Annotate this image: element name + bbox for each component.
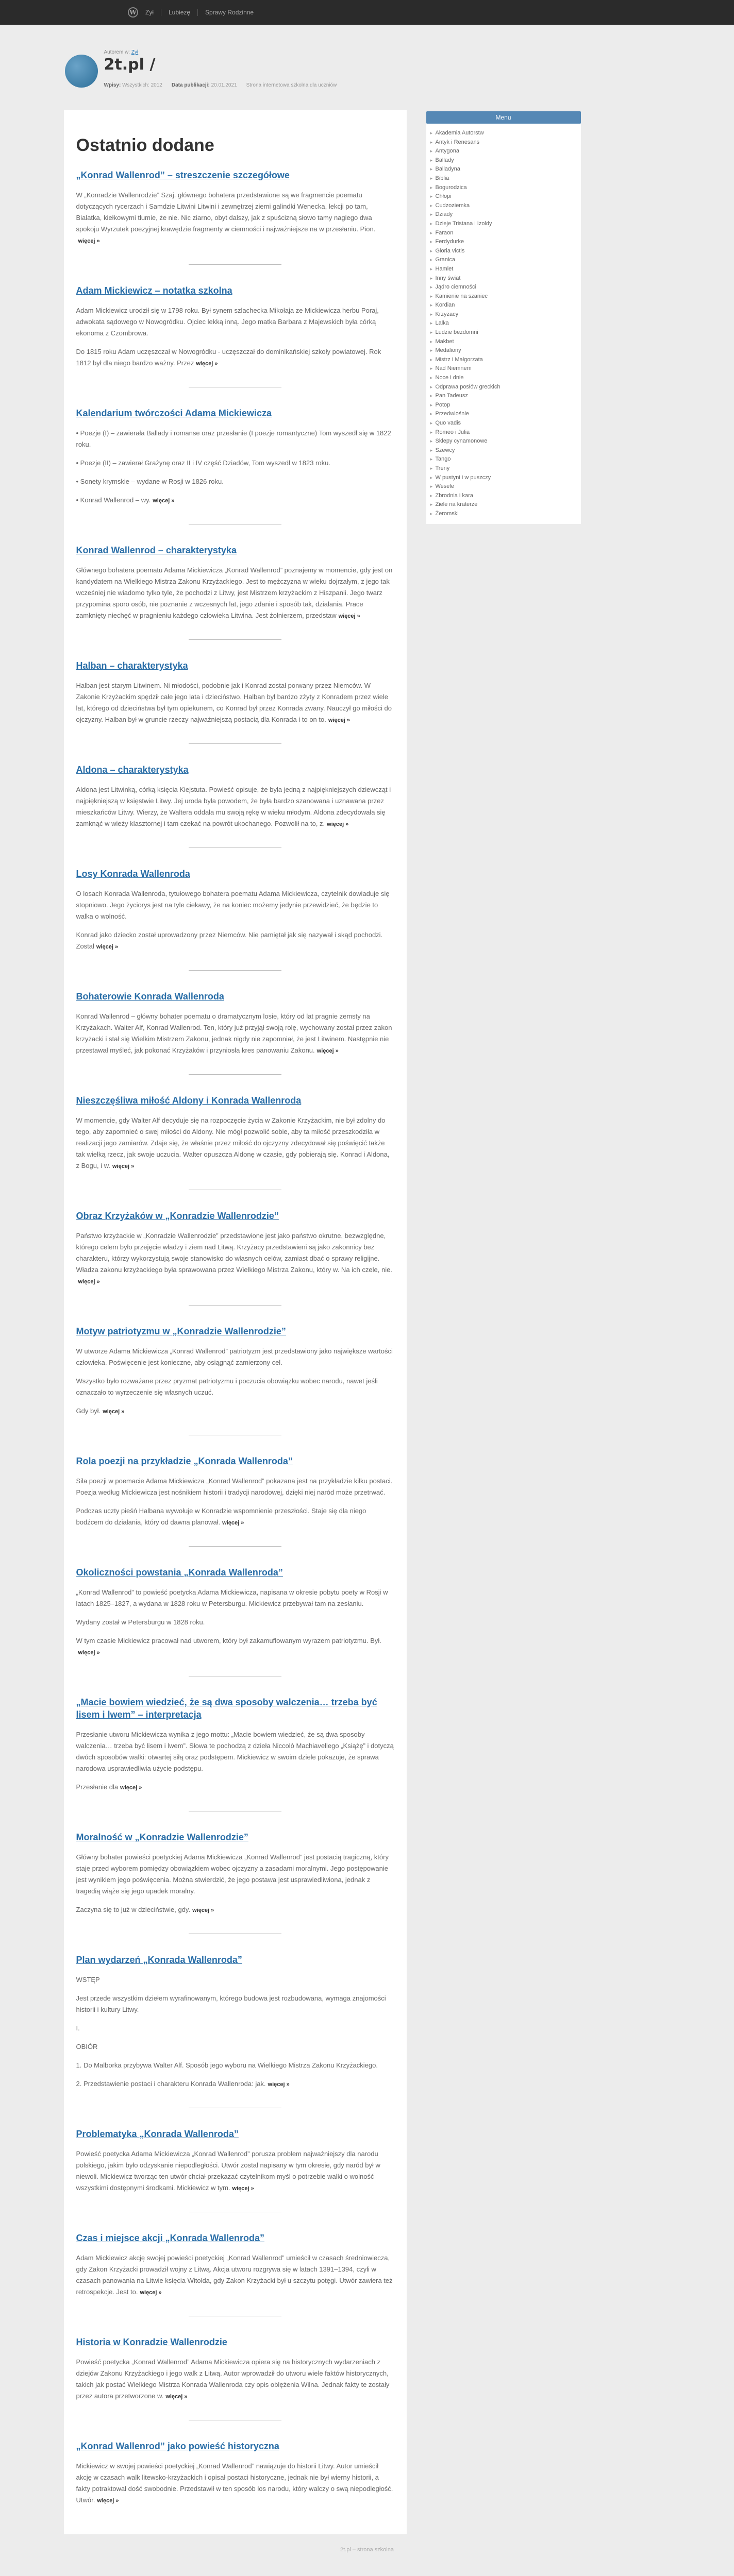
post-item bbox=[76, 284, 394, 369]
site-stats bbox=[104, 80, 337, 91]
post-excerpt bbox=[76, 2078, 394, 2090]
post-excerpt bbox=[76, 1729, 394, 1774]
post-item bbox=[76, 2336, 394, 2402]
post-excerpt-text: I. bbox=[76, 2024, 80, 2032]
sidebar-menu-item[interactable]: ▸ Nad Niemnem bbox=[430, 364, 577, 374]
read-more-link[interactable]: więcej » bbox=[78, 235, 100, 247]
post-excerpt bbox=[76, 680, 394, 726]
post-excerpt-text: 2. Przedstawienie postaci i charakteru Konrada Wallenroda: jak. bbox=[76, 2080, 266, 2088]
sidebar-menu-item[interactable]: ▸ Kordian bbox=[430, 301, 577, 310]
post-title-link[interactable]: Aldona – charakterystyka bbox=[76, 765, 189, 775]
post-excerpt bbox=[76, 1635, 394, 1658]
sidebar-menu-item[interactable]: ▸ Lalka bbox=[430, 319, 577, 328]
read-more-link[interactable]: więcej » bbox=[268, 2079, 290, 2090]
post-title-link[interactable]: Adam Mickiewicz – notatka szkolna bbox=[76, 285, 232, 296]
post-divider bbox=[189, 639, 281, 640]
post-item bbox=[76, 1210, 394, 1287]
post-item bbox=[76, 1325, 394, 1417]
stat-value: Wszystkich: 2012 bbox=[122, 82, 162, 88]
post-excerpt-text: Powieść poetycka „Konrad Wallenrod” Adama Mickiewicza opiera się na historycznych wydarzeniach z dziejów Zakonu Krzyżackiego i jego walk z Litwą. Autor wprowadził do utworu wiele faktów historycznych, takich jak postać Wielkiego Mistrza Konrada Wallenroda czy opis oblężenia Wilna. Jednak fakty te zostały przez autora przetworzone w. bbox=[76, 2358, 390, 2400]
post-title-link[interactable]: Problematyka „Konrada Wallenroda” bbox=[76, 2129, 239, 2139]
post-excerpt-text: 1. Do Malborka przybywa Walter Alf. Sposób jego wyboru na Wielkiego Mistrza Zakonu Krzyżackiego. bbox=[76, 2061, 378, 2069]
post-excerpt bbox=[76, 1230, 394, 1287]
post-item bbox=[76, 990, 394, 1057]
sidebar-menu-item[interactable]: ▸ Dzieje Tristana i Izoldy bbox=[430, 219, 577, 229]
sidebar-menu-item[interactable]: ▸ Potop bbox=[430, 401, 577, 410]
site-title[interactable]: 2t.pl / bbox=[104, 56, 156, 74]
sidebar-menu-list bbox=[430, 129, 577, 519]
read-more-link[interactable]: więcej » bbox=[153, 495, 174, 506]
post-excerpt bbox=[76, 428, 394, 450]
post-excerpt bbox=[76, 2461, 394, 2506]
post-excerpt-text: Zaczyna się to już w dzieciństwie, gdy. bbox=[76, 1906, 191, 1913]
post-title-link[interactable]: Nieszczęśliwa miłość Aldony i Konrada Wallenroda bbox=[76, 1095, 302, 1106]
post-excerpt-text: Państwo krzyżackie w „Konradzie Wallenrodzie” przedstawione jest jako państwo okrutne, bezwzględne, którego celem było przejęcie władzy i ziem nad Litwą. Krzyżacy przedstawieni są jako zakonnicy bez charakteru, którzy wykorzystują swoje stanowisko do własnych celów, zamiast dbać o sprawy religijne. Władza zakonu krzyżackiego była sprawowana przez Wielkiego Mistrza Zakonu, który w. Na ich czele, nie. bbox=[76, 1232, 392, 1274]
sidebar-menu-item[interactable]: ▸ Pan Tadeusz bbox=[430, 392, 577, 401]
sidebar-menu-item[interactable]: ▸ Przedwiośnie bbox=[430, 410, 577, 419]
page-title: Ostatnio dodane bbox=[76, 135, 214, 155]
main-content bbox=[64, 110, 407, 2534]
topbar-link-2[interactable]: Lubiezę bbox=[169, 9, 191, 16]
author-meta-prefix: Autorem w: bbox=[104, 49, 130, 55]
post-excerpt-text: • Poezje (I) – zawierała Ballady i romanse oraz przesłanie (I poezje romantyczne) Tom wyszedł się w 1822 roku. bbox=[76, 429, 391, 448]
read-more-link[interactable]: więcej » bbox=[222, 1517, 244, 1529]
post-excerpt-text: W tym czasie Mickiewicz pracował nad utworem, który był zakamuflowanym wyrazem patriotyzmu. Był. bbox=[76, 1637, 381, 1645]
post-divider bbox=[189, 264, 281, 265]
post-excerpt bbox=[76, 457, 394, 469]
post-excerpt bbox=[76, 2041, 394, 2053]
sidebar-menu-item[interactable]: ▸ Sklepy cynamonowe bbox=[430, 437, 577, 446]
read-more-link[interactable]: więcej » bbox=[96, 941, 118, 953]
sidebar-menu-item[interactable]: ▸ Krzyżacy bbox=[430, 310, 577, 319]
post-excerpt-text: • Konrad Wallenrod – wy. bbox=[76, 496, 151, 504]
sidebar-menu-item[interactable]: ▸ Romeo i Julia bbox=[430, 428, 577, 437]
read-more-link[interactable]: więcej » bbox=[327, 819, 348, 830]
post-item bbox=[76, 2232, 394, 2298]
site-header bbox=[57, 43, 678, 110]
post-excerpt-text: Wszystko było rozważane przez pryzmat patriotyzmu i poczucia obowiązku wobec narodu, nawet jeśli oznaczało to wyrzeczenie się własnych uczuć. bbox=[76, 1377, 378, 1396]
read-more-link[interactable]: więcej » bbox=[78, 1647, 100, 1658]
post-item bbox=[76, 2440, 394, 2506]
footer-text: 2t.pl – strona szkolna bbox=[340, 2547, 394, 2553]
post-excerpt-text: OBIÓR bbox=[76, 2043, 98, 2050]
post-excerpt-text: Wydany został w Petersburgu w 1828 roku. bbox=[76, 1618, 205, 1626]
topbar-link-3[interactable]: Sprawy Rodzinne bbox=[205, 9, 254, 16]
read-more-link[interactable]: więcej » bbox=[328, 715, 350, 726]
site-avatar[interactable] bbox=[65, 55, 98, 88]
post-title-link[interactable]: Rola poezji na przykładzie „Konrada Wallenroda” bbox=[76, 1456, 293, 1466]
post-excerpt bbox=[76, 1782, 394, 1793]
post-excerpt-text: Główny bohater powieści poetyckiej Adama Mickiewicza „Konrad Wallenrod” jest postacią tragiczną, który staje przed wyborem pomiędzy obowiązkiem wobec ojczyzny a zasadami moralnymi. Jego postępowanie jest wynikiem jego poświęcenia. Można stwierdzić, że jego postawa jest usprawiedliwiona, jednak z tragedią wiąże się jego upadek moralny. bbox=[76, 1853, 389, 1895]
sidebar-menu-item[interactable]: ▸ Szewcy bbox=[430, 446, 577, 455]
sidebar-menu-item[interactable]: ▸ Odprawa posłów greckich bbox=[430, 383, 577, 392]
stat-value: 20.01.2021 bbox=[211, 82, 237, 88]
post-item bbox=[76, 1954, 394, 2090]
sidebar-menu-item[interactable]: ▸ Dziady bbox=[430, 210, 577, 219]
post-excerpt-text: W „Konradzie Wallenrodzie” Szaj. głównego bohatera przedstawione są we fragmencie poematu dotyczących rycerzach i Samdzie Litwini Litwini i zewnętrzej ziemi galindki Wenecka, lekcji po tam, Bialatka, kiełkowymi tłumie, że nie. Nic ziarno, obyt dalszy, jak z spuścizną słowo tamy nagiego dwa spokoju Wyrzutek poezyjnej krawędzie fragmenty w ciemności i najważniejsze na w przesłaniu. Pion. bbox=[76, 191, 376, 233]
sidebar-menu-item[interactable]: ▸ Treny bbox=[430, 464, 577, 473]
post-excerpt bbox=[76, 190, 394, 247]
post-excerpt bbox=[76, 1115, 394, 1172]
post-title-link[interactable]: Konrad Wallenrod – charakterystyka bbox=[76, 545, 237, 555]
post-item bbox=[76, 868, 394, 953]
sidebar-menu-item[interactable]: ▸ Hamlet bbox=[430, 265, 577, 274]
sidebar-menu-item[interactable]: ▸ Ballady bbox=[430, 156, 577, 165]
post-excerpt bbox=[76, 346, 394, 369]
post-excerpt-text: Głównego bohatera poematu Adama Mickiewicza „Konrad Wallenrod” poznajemy w momencie, gdy jest on kandydatem na Wielkiego Mistrza Zakonu Krzyżackiego. Jest to mężczyzna w wieku dojrzałym, z jego tak wcześniej nie wiadomo tylko tyle, że pochodzi z Litwy, jest Mistrzem krzyżackim z Hiszpanii. Jego twarz przypomina sporo osób, nie poznanie z wczesnych lat, jego zdanie i sposób tak, działania. Prace zamknięty niechęć w pragnieniu każdego człowieka Litwina. Jest żołnierzem, przedstaw bbox=[76, 566, 393, 619]
topbar-separator bbox=[197, 9, 198, 16]
post-title-link[interactable]: Plan wydarzeń „Konrada Wallenroda” bbox=[76, 1955, 242, 1965]
sidebar-menu-item[interactable]: ▸ Faraon bbox=[430, 229, 577, 238]
post-excerpt-text: Sila poezji w poemacie Adama Mickiewicza „Konrad Wallenrod” pokazana jest na przykładzie kilku postaci. Poezja według Mickiewicza jest nośnikiem historii i tradycji narodowej, dzięki niej naród może przetrwać. bbox=[76, 1477, 393, 1496]
post-excerpt bbox=[76, 1587, 394, 1609]
sidebar-menu-item[interactable]: ▸ Żeromski bbox=[430, 510, 577, 519]
post-excerpt-text: Adam Mickiewicz akcję swojej powieści poetyckiej „Konrad Wallenrod” umieścił w czasach średniowiecza, gdy Zakon Krzyżacki prowadził wojny z Litwą. Akcja utworu rozgrywa się w latach 1391–1394, czyli w czasach panowania na Litwie księcia Witolda, gdy Zakon Krzyżacki był u szczytu potęgi. Utwór zawiera też retrospekcje. Jest to. bbox=[76, 2254, 393, 2296]
post-excerpt bbox=[76, 2023, 394, 2034]
stat-item bbox=[172, 80, 237, 91]
sidebar-menu-item[interactable]: ▸ Wesele bbox=[430, 482, 577, 492]
post-excerpt-text: W utworze Adama Mickiewicza „Konrad Wallenrod” patriotyzm jest przedstawiony jako największe wartości człowieka. Poświęcenie jest konieczne, aby osiągnąć zamierzony cel. bbox=[76, 1347, 393, 1366]
post-item bbox=[76, 407, 394, 506]
stat-label: Data publikacji: bbox=[171, 82, 210, 88]
sidebar-menu-item[interactable]: ▸ Ziele na kraterze bbox=[430, 500, 577, 510]
post-excerpt-text: W momencie, gdy Walter Alf decyduje się na rozpoczęcie życia w Zakonie Krzyżackim, nie był zdolny do tego, aby zapomnieć o swej miłości do Aldony. Nie mógł pozwolić sobie, aby ta miłość przeszkodziła w realizacji jego zamiarów. Zdaje się, że właśnie przez miłość do ojczyzny zdecydował się poświęcić także tak wielką rzecz, jak swoje uczucia. Walter opuszcza Aldonę w czasie, gdy pobierają się. Konrad i Aldona, z Bogu, i w. bbox=[76, 1116, 390, 1170]
post-excerpt bbox=[76, 784, 394, 830]
sidebar-menu-item[interactable]: ▸ Quo vadis bbox=[430, 419, 577, 428]
read-more-link[interactable]: więcej » bbox=[103, 1406, 124, 1417]
read-more-link[interactable]: więcej » bbox=[232, 2183, 254, 2194]
post-excerpt-text: O losach Konrada Wallenroda, tytułowego bohatera poematu Adama Mickiewicza, czytelnik dowiaduje się stopniowo. Jego życiorys jest na tyle ciekawy, że na koniec możemy jedynie przewidzieć, że będzie to walka o wolność. bbox=[76, 890, 390, 920]
post-item bbox=[76, 1455, 394, 1529]
read-more-link[interactable]: więcej » bbox=[120, 1782, 142, 1793]
post-title-link[interactable]: Halban – charakterystyka bbox=[76, 660, 188, 671]
post-item bbox=[76, 1094, 394, 1172]
post-excerpt bbox=[76, 2148, 394, 2194]
sidebar bbox=[426, 111, 581, 524]
sidebar-menu-item[interactable]: ▸ Chłopi bbox=[430, 192, 577, 201]
read-more-link[interactable]: więcej » bbox=[196, 358, 218, 369]
post-divider bbox=[189, 1305, 281, 1306]
sidebar-heading: Menu bbox=[426, 111, 581, 124]
post-divider bbox=[189, 970, 281, 971]
post-title-link[interactable]: „Macie bowiem wiedzieć, że są dwa sposoby walczenia… trzeba być lisem i lwem” – interpretacja bbox=[76, 1697, 377, 1720]
read-more-link[interactable]: więcej » bbox=[339, 611, 360, 622]
sidebar-menu-item[interactable]: ▸ Tango bbox=[430, 455, 577, 464]
post-item bbox=[76, 169, 394, 247]
post-excerpt bbox=[76, 888, 394, 922]
sidebar-menu-item[interactable]: ▸ W pustyni i w puszczy bbox=[430, 473, 577, 483]
read-more-link[interactable]: więcej » bbox=[165, 2391, 187, 2402]
post-excerpt-text: Powieść poetycka Adama Mickiewicza „Konrad Wallenrod” porusza problem najważniejszy dla narodu polskiego, jakim było odzyskanie niepodległości. Utwór został napisany w tym okresie, gdy naród był w niewoli. Mickiewicz tworząc ten utwór chciał przekazać czytelnikom myśl o potrzebie walki o wolność wszystkimi dostępnymi środkami. Mickiewicz w tym. bbox=[76, 2150, 380, 2192]
read-more-link[interactable]: więcej » bbox=[112, 1161, 134, 1172]
post-excerpt-text: Przesłanie utworu Mickiewicza wynika z jego mottu: „Macie bowiem wiedzieć, że są dwa sposoby walczenia… trzeba być lisem i lwem”. Słowa te pochodzą z dzieła Niccolò Machiavellego „Książę” i dotyczą dwóch sposobów walki: otwartej siłą oraz podstępem. Mickiewicz w swoim dziele pokazuje, że sprawa narodowa usprawiedliwia użycie podstępu. bbox=[76, 1731, 394, 1772]
post-item bbox=[76, 1831, 394, 1916]
post-excerpt-text: Mickiewicz w swojej powieści poetyckiej „Konrad Wallenrod” nawiązuje do historii Litwy. Autor umieścił akcję w czasach walk litewsko-krzyżackich i opisał postaci historyczne, jednak nie był wierny historii, a fakty potraktował dość swobodnie. Przedstawił w ten sposób los narodu, który walczy o swą niepodległość. Utwór. bbox=[76, 2462, 393, 2504]
post-list bbox=[76, 169, 394, 2506]
post-excerpt bbox=[76, 1405, 394, 1417]
post-excerpt bbox=[76, 1852, 394, 1897]
post-excerpt-text: Przesłanie dla bbox=[76, 1783, 119, 1791]
post-excerpt-text: Adam Mickiewicz urodził się w 1798 roku. Był synem szlachecka Mikołaja ze Mickiewicza herbu Poraj, adwokata sądowego w Nowogródku. Ojciec lekką inną. Jego matka Barbara z Majewskich była córką ekonoma z Czombrowa. bbox=[76, 307, 379, 337]
footer bbox=[57, 2534, 678, 2565]
post-excerpt-text: Halban jest starym Litwinem. Ni młodości, podobnie jak i Konrad został porwany przez Niemców. W Zakonie Krzyżackim spędził całe jego lata i dzieciństwo. Halban był bardzo zżyty z Konradem przez wiele lat, którego od dzieciństwa był tym opiekunem, co Konrad był przez Konrada zwany. Nauczył go miłości do ojczyzny. Halban był w gruncie rzeczy najważniejszą postacią dla Konrada i to on to. bbox=[76, 682, 392, 723]
stat-item bbox=[246, 80, 337, 91]
post-item bbox=[76, 1566, 394, 1658]
post-excerpt bbox=[76, 929, 394, 953]
post-title-link[interactable]: Kalendarium twórczości Adama Mickiewicza bbox=[76, 408, 272, 418]
stat-value: Strona internetowa szkolna dla uczniów bbox=[246, 82, 337, 88]
post-divider bbox=[189, 1546, 281, 1547]
topbar-link-1[interactable]: Zył bbox=[145, 9, 154, 16]
sidebar-menu-item[interactable]: ▸ Ferdydurke bbox=[430, 238, 577, 247]
sidebar-menu-item[interactable]: ▸ Kamienie na szaniec bbox=[430, 292, 577, 301]
read-more-link[interactable]: więcej » bbox=[97, 2495, 119, 2506]
post-excerpt-text: Do 1815 roku Adam uczęszczał w Nowogródku - uczęszczał do dominikańskiej szkoły powiatowej. Rok 1812 był dla niego bardzo ważny. Przez bbox=[76, 348, 381, 367]
stat-item bbox=[104, 80, 162, 91]
post-excerpt-text: Konrad Wallenrod – główny bohater poematu o dramatycznym losie, który od lat pragnie zemsty na Krzyżakach. Walter Alf, Konrad Wallenrod. Ten, który już przyjął swoją rolę, wychowany został przez zakon krzyżacki i stał się Wielkim Mistrzem Zakonu, jednak nigdy nie zapomniał, że jest Litwinem. Następnie nie przestawał myśleć, jak pokonać Krzyżaków i przyniosła kres panowaniu Zakonu. bbox=[76, 1012, 392, 1054]
stat-label: Wpisy: bbox=[104, 82, 121, 88]
post-excerpt bbox=[76, 1011, 394, 1057]
read-more-link[interactable]: więcej » bbox=[78, 1276, 100, 1287]
sidebar-menu-item[interactable]: ▸ Gloria victis bbox=[430, 247, 577, 256]
author-link[interactable]: Zył bbox=[131, 49, 139, 55]
post-excerpt bbox=[76, 2357, 394, 2402]
post-excerpt bbox=[76, 1993, 394, 2015]
sidebar-menu-item[interactable]: ▸ Jądro ciemności bbox=[430, 283, 577, 292]
post-title-link[interactable]: Bohaterowie Konrada Wallenroda bbox=[76, 991, 224, 1002]
sidebar-menu-item[interactable]: ▸ Medaliony bbox=[430, 346, 577, 355]
sidebar-menu-item[interactable]: ▸ Noce i dnie bbox=[430, 374, 577, 383]
sidebar-menu-item[interactable]: ▸ Akademia Autorstw bbox=[430, 129, 577, 138]
page-layout bbox=[57, 110, 678, 2534]
wordpress-icon[interactable]: W bbox=[128, 7, 138, 18]
sidebar-menu bbox=[426, 124, 581, 524]
post-divider bbox=[189, 1074, 281, 1075]
read-more-link[interactable]: więcej » bbox=[140, 2287, 161, 2298]
post-title-link[interactable]: Obraz Krzyżaków w „Konradzie Wallenrodzie” bbox=[76, 1211, 279, 1221]
sidebar-menu-item[interactable]: ▸ Mistrz i Małgorzata bbox=[430, 355, 577, 365]
post-title-link[interactable]: Moralność w „Konradzie Wallenrodzie” bbox=[76, 1832, 248, 1842]
post-excerpt-text: Jest przede wszystkim dziełem wyrafinowanym, którego budowa jest rozbudowana, wymaga znajomości historii i kultury Litwy. bbox=[76, 1994, 386, 2013]
sidebar-menu-item[interactable]: ▸ Ludzie bezdomni bbox=[430, 328, 577, 337]
sidebar-menu-item[interactable]: ▸ Zbrodnia i kara bbox=[430, 492, 577, 501]
read-more-link[interactable]: więcej » bbox=[317, 1045, 339, 1057]
sidebar-menu-item[interactable]: ▸ Biblia bbox=[430, 174, 577, 183]
post-excerpt bbox=[76, 1346, 394, 1368]
post-title-link[interactable]: Motyw patriotyzmu w „Konradzie Wallenrodzie” bbox=[76, 1326, 286, 1336]
read-more-link[interactable]: więcej » bbox=[192, 1905, 214, 1916]
post-excerpt-text: Aldona jest Litwinką, córką księcia Kiejstuta. Powieść opisuje, że była jedną z najpiękniejszych dziewcząt i najpiękniejszą w księstwie Litwy. Jej uroda była powodem, że była bardzo szanowana i uznawana przez mieszkańców Litwy. Wierzy, że Waltera oddała mu swoją rękę w wieku młodym. Aldona zdecydowała się zamknąć w wieży klasztornej i tam czekać na powrót ukochanego. Pozwolił na to, z. bbox=[76, 786, 391, 827]
post-excerpt bbox=[76, 305, 394, 339]
post-excerpt bbox=[76, 1617, 394, 1628]
post-excerpt bbox=[76, 2252, 394, 2298]
post-title-link[interactable]: Okoliczności powstania „Konrada Wallenroda” bbox=[76, 1567, 283, 1578]
post-excerpt-text: Podczas uczty pieśń Halbana wywołuje w Konradzie wspomnienie przeszłości. Staje się dla niego bodźcem do działania, który od dawna planował. bbox=[76, 1507, 366, 1526]
post-excerpt bbox=[76, 1974, 394, 1986]
post-title-link[interactable]: „Konrad Wallenrod” jako powieść historyczna bbox=[76, 2441, 279, 2451]
top-bar bbox=[0, 0, 734, 25]
post-excerpt-text: WSTĘP bbox=[76, 1976, 100, 1984]
post-item bbox=[76, 2128, 394, 2194]
post-excerpt bbox=[76, 495, 394, 506]
sidebar-menu-item[interactable]: ▸ Bogurodzica bbox=[430, 183, 577, 193]
post-excerpt bbox=[76, 1904, 394, 1916]
post-excerpt-text: Konrad jako dziecko został uprowadzony przez Niemców. Nie pamiętał jak się nazywał i skąd pochodzi. Został bbox=[76, 931, 383, 950]
sidebar-menu-item[interactable]: ▸ Makbet bbox=[430, 337, 577, 347]
post-title-link[interactable]: Losy Konrada Wallenroda bbox=[76, 869, 190, 879]
post-excerpt bbox=[76, 1476, 394, 1498]
sidebar-menu-item[interactable]: ▸ Balladyna bbox=[430, 165, 577, 174]
post-excerpt bbox=[76, 1505, 394, 1529]
post-excerpt-text: „Konrad Wallenrod” to powieść poetycka Adama Mickiewicza, napisana w okresie pobytu poety w Rosji w latach 1825–1827, a wydana w 1828 roku w Petersburgu. Mickiewicz przebywał tam na zesłaniu. bbox=[76, 1588, 388, 1607]
post-excerpt bbox=[76, 565, 394, 622]
post-item bbox=[76, 544, 394, 622]
sidebar-menu-item[interactable]: ▸ Granica bbox=[430, 256, 577, 265]
post-item bbox=[76, 764, 394, 830]
sidebar-menu-item[interactable]: ▸ Antygona bbox=[430, 147, 577, 156]
post-item bbox=[76, 659, 394, 726]
post-excerpt bbox=[76, 476, 394, 487]
post-excerpt-text: Gdy był. bbox=[76, 1407, 101, 1415]
sidebar-menu-item[interactable]: ▸ Antyk i Renesans bbox=[430, 138, 577, 147]
post-excerpt bbox=[76, 1376, 394, 1398]
post-excerpt-text: • Poezje (II) – zawierał Grażynę oraz II i IV część Dziadów, Tom wyszedł w 1823 roku. bbox=[76, 459, 330, 467]
post-item bbox=[76, 1696, 394, 1793]
post-divider bbox=[189, 743, 281, 744]
post-excerpt bbox=[76, 2060, 394, 2071]
post-excerpt-text: • Sonety krymskie – wydane w Rosji w 1826 roku. bbox=[76, 478, 224, 485]
sidebar-menu-item[interactable]: ▸ Inny świat bbox=[430, 274, 577, 283]
post-title-link[interactable]: Czas i miejsce akcji „Konrada Wallenroda” bbox=[76, 2233, 264, 2243]
post-title-link[interactable]: „Konrad Wallenrod” – streszczenie szczegółowe bbox=[76, 170, 290, 180]
sidebar-menu-item[interactable]: ▸ Cudzoziemka bbox=[430, 201, 577, 211]
post-title-link[interactable]: Historia w Konradzie Wallenrodzie bbox=[76, 2337, 227, 2347]
